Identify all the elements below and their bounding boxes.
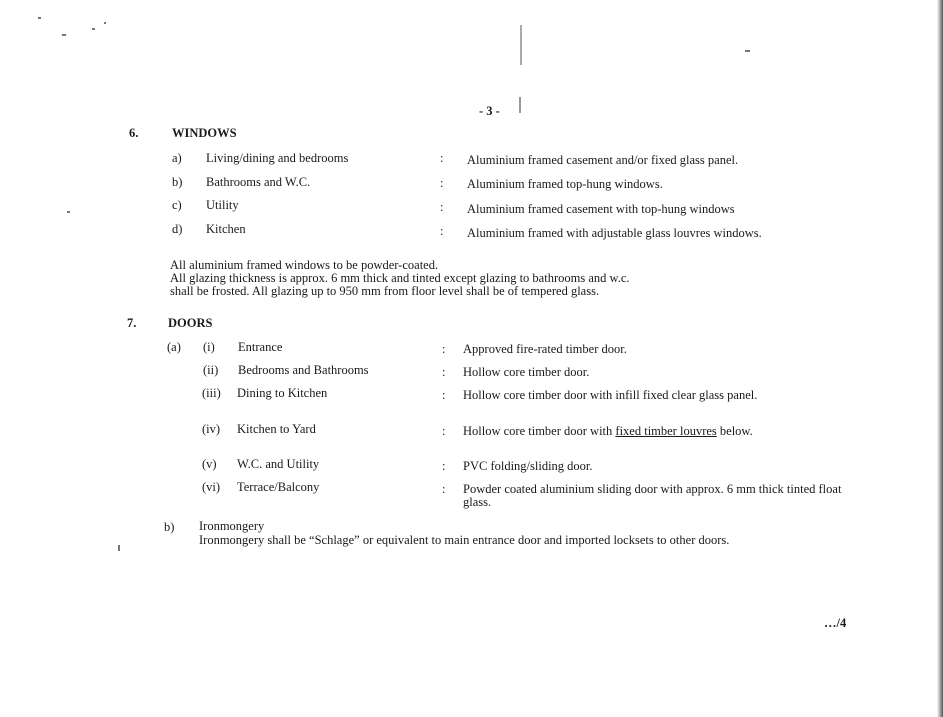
- scan-edge-shadow: [937, 0, 943, 717]
- item-description: [463, 425, 859, 438]
- description-text: Hollow core timber door with: [463, 424, 616, 438]
- item-colon: :: [442, 342, 446, 356]
- scan-speck: [92, 28, 95, 30]
- item-label: Living/dining and bedrooms: [206, 151, 349, 165]
- item-description: Aluminium framed top-hung windows.: [467, 177, 663, 191]
- windows-note-line: All aluminium framed windows to be powder-coated.: [170, 258, 439, 272]
- item-label: Terrace/Balcony: [237, 480, 320, 494]
- item-colon: :: [440, 176, 444, 190]
- item-label: Bathrooms and W.C.: [206, 175, 311, 189]
- item-colon: :: [440, 151, 444, 165]
- scan-speck: [62, 34, 66, 36]
- ironmongery-text: Ironmongery shall be “Schlage” or equivalent to main entrance door and imported locksets to other doors.: [199, 533, 730, 547]
- item-roman: (iv): [202, 422, 221, 436]
- item-colon: :: [442, 459, 446, 473]
- item-label: Dining to Kitchen: [237, 386, 328, 400]
- item-description: Aluminium framed casement with top-hung windows: [467, 202, 735, 216]
- item-colon: :: [440, 224, 444, 238]
- scan-speck: [519, 97, 521, 113]
- item-description: Hollow core timber door with infill fixed clear glass panel.: [463, 388, 758, 402]
- scan-speck: [104, 22, 106, 24]
- section-number: 7.: [127, 316, 137, 330]
- item-label: W.C. and Utility: [237, 457, 320, 471]
- item-label: Utility: [206, 198, 239, 212]
- item-letter: d): [172, 222, 183, 236]
- page-continuation: …/4: [824, 616, 847, 630]
- section-heading-doors: DOORS: [168, 316, 213, 330]
- item-description: Aluminium framed with adjustable glass louvres windows.: [467, 226, 762, 240]
- item-colon: :: [442, 482, 446, 496]
- item-colon: :: [442, 388, 446, 402]
- item-label: Entrance: [238, 340, 283, 354]
- item-description: Aluminium framed casement and/or fixed glass panel.: [467, 153, 739, 167]
- item-label: Kitchen: [206, 222, 246, 236]
- item-description: Approved fire-rated timber door.: [463, 342, 627, 356]
- windows-note-line: All glazing thickness is approx. 6 mm thick and tinted except glazing to bathrooms and w.c.: [170, 271, 630, 285]
- windows-note-line: shall be frosted. All glazing up to 950 mm from floor level shall be of tempered glass.: [170, 284, 600, 298]
- item-letter: a): [172, 151, 182, 165]
- item-description: Hollow core timber door.: [463, 365, 590, 379]
- item-roman: (vi): [202, 480, 221, 494]
- page-number: - 3 -: [479, 104, 500, 118]
- item-roman: (ii): [203, 363, 219, 377]
- group-letter: (a): [167, 340, 181, 354]
- section-number: 6.: [129, 126, 139, 140]
- item-letter: c): [172, 198, 182, 212]
- item-colon: :: [442, 365, 446, 379]
- ironmongery-title: Ironmongery: [199, 519, 265, 533]
- item-roman: (iii): [202, 386, 221, 400]
- scan-speck: [38, 17, 41, 19]
- item-colon: :: [442, 424, 446, 438]
- group-letter: b): [164, 520, 175, 534]
- section-heading-windows: WINDOWS: [172, 126, 237, 140]
- scan-speck: [745, 50, 750, 52]
- scan-speck: [67, 211, 70, 213]
- item-letter: b): [172, 175, 183, 189]
- item-label: Bedrooms and Bathrooms: [238, 363, 369, 377]
- scan-speck: [118, 545, 120, 551]
- item-roman: (i): [203, 340, 215, 354]
- underlined-text: fixed timber louvres: [615, 424, 717, 438]
- item-roman: (v): [202, 457, 217, 471]
- description-text: below.: [716, 424, 753, 438]
- item-colon: :: [440, 200, 444, 214]
- item-label: Kitchen to Yard: [237, 422, 316, 436]
- item-description: Powder coated aluminium sliding door with approx. 6 mm thick tinted float glass.: [463, 482, 842, 509]
- scan-speck: [520, 25, 522, 65]
- item-description: PVC folding/sliding door.: [463, 459, 593, 473]
